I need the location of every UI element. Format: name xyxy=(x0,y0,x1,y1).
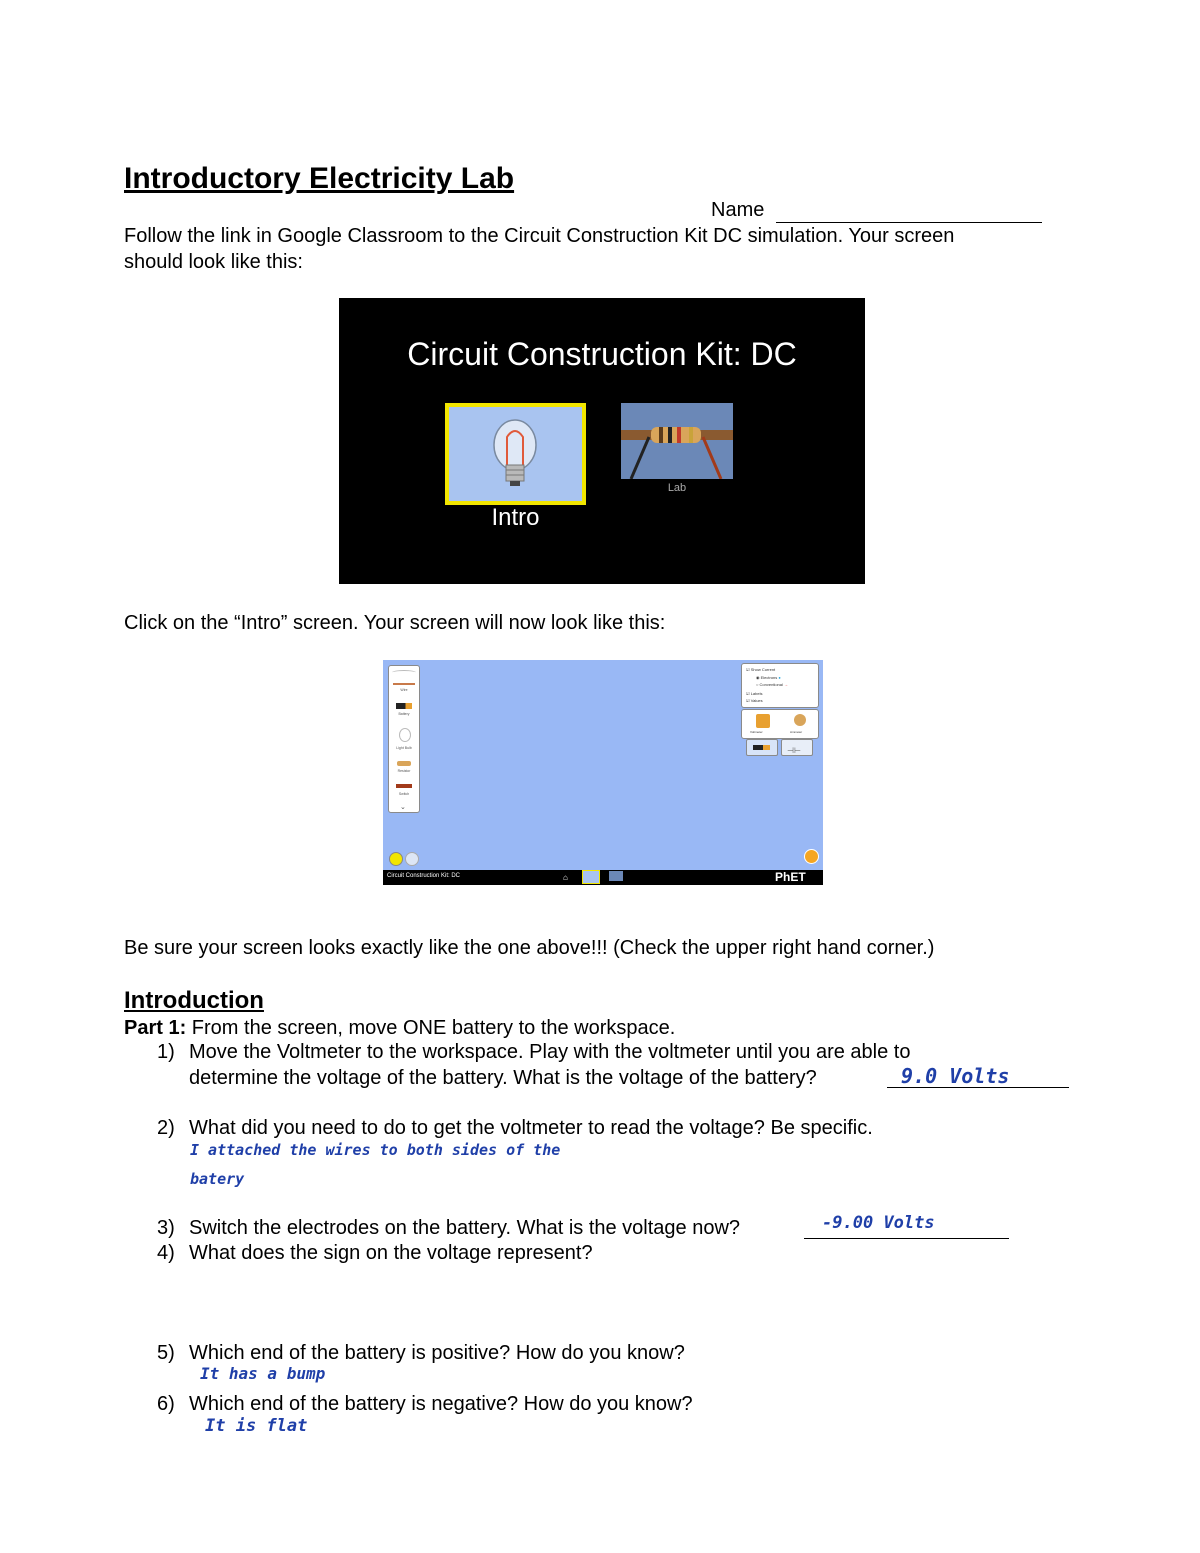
part1-label: Part 1: xyxy=(124,1017,187,1039)
answer-2-line-2: batery xyxy=(190,1170,245,1188)
labels-option: ☑ Labels xyxy=(746,691,763,696)
resistor-small-icon xyxy=(397,761,411,766)
ammeter-icon xyxy=(794,714,806,726)
toolbox-switch-label: Switch xyxy=(398,792,410,796)
nav-title: Circuit Construction Kit: DC xyxy=(387,873,461,879)
question-3-number: 3) xyxy=(157,1217,175,1239)
question-4-number: 4) xyxy=(157,1242,175,1264)
scroll-up-icon xyxy=(392,670,416,675)
question-6-number: 6) xyxy=(157,1393,175,1415)
conventional-option: ○ Conventional → xyxy=(756,682,789,687)
page-title: Introductory Electricity Lab xyxy=(124,162,515,195)
ammeter-label: Ammeter xyxy=(790,730,803,734)
section-heading: Introduction xyxy=(124,987,264,1014)
part1-text: From the screen, move ONE battery to the workspace. xyxy=(186,1017,676,1039)
part1-instruction xyxy=(124,1016,675,1040)
home-icon: ⌂ xyxy=(563,873,568,882)
values-option: ☑ Values xyxy=(746,698,763,703)
question-1-line-1: Move the Voltmeter to the workspace. Play with the voltmeter until you are able to xyxy=(189,1041,911,1063)
question-1-line-2: determine the voltage of the battery. What is the voltage of the battery? xyxy=(189,1067,817,1089)
meters-panel xyxy=(741,709,819,739)
light-bulb-small-icon xyxy=(399,728,411,742)
question-2-text: What did you need to do to get the voltmeter to read the voltage? Be specific. xyxy=(189,1117,873,1139)
lab-label: Lab xyxy=(667,482,687,494)
instructions-line-2: should look like this: xyxy=(124,251,303,273)
intro-screen-figure xyxy=(383,660,823,885)
question-1-number: 1) xyxy=(157,1041,175,1063)
question-5-text: Which end of the battery is positive? How do you know? xyxy=(189,1342,685,1364)
sim-title: Circuit Construction Kit: DC xyxy=(407,336,797,372)
schematic-icon: ⊣⊢ xyxy=(787,746,801,755)
lab-screen-tile xyxy=(621,403,733,479)
answer-3: -9.00 Volts xyxy=(822,1213,935,1233)
intro-screen-tile xyxy=(445,403,586,505)
phet-logo: PhET xyxy=(775,870,806,884)
voltmeter-label: Voltmeter xyxy=(750,730,763,734)
click-instruction: Click on the “Intro” screen. Your screen will now look like this: xyxy=(124,612,666,634)
component-toolbox xyxy=(388,665,420,813)
toolbox-battery-label: Battery xyxy=(398,712,410,716)
switch-icon xyxy=(396,784,412,788)
question-5-number: 5) xyxy=(157,1342,175,1364)
toolbox-wire-label: Wire xyxy=(400,688,408,692)
intro-label: Intro xyxy=(491,504,540,531)
toolbox-light-bulb-label: Light Bulb xyxy=(396,746,412,750)
question-6-text: Which end of the battery is negative? How do you know? xyxy=(189,1393,693,1415)
answer-5: It has a bump xyxy=(200,1364,326,1383)
name-label: Name xyxy=(711,199,765,221)
display-options-panel xyxy=(741,663,819,708)
battery-icon xyxy=(396,703,412,709)
name-field xyxy=(711,198,1042,223)
voltmeter-icon xyxy=(756,714,770,728)
answer-6: It is flat xyxy=(205,1416,308,1436)
question-3-text: Switch the electrodes on the battery. What is the voltage now? xyxy=(189,1217,741,1239)
reset-icon xyxy=(804,849,819,864)
answer-1: 9.0 Volts xyxy=(901,1064,1010,1088)
battery-view-icon xyxy=(753,745,770,750)
light-bulb-icon xyxy=(449,407,582,501)
answer-2-line-1: I attached the wires to both sides of the xyxy=(190,1141,561,1159)
instructions-line-1: Follow the link in Google Classroom to the Circuit Construction Kit DC simulation. Your screen xyxy=(124,225,955,247)
answer-3-blank xyxy=(804,1238,1009,1239)
schematic-view-button xyxy=(781,739,813,756)
lab-nav-icon xyxy=(609,871,623,881)
lifelike-view-button xyxy=(746,739,778,756)
toolbox-resistor-label: Resistor xyxy=(397,769,411,773)
navigation-bar xyxy=(383,870,823,885)
question-4-text: What does the sign on the voltage represent? xyxy=(189,1242,593,1264)
zoom-out-icon xyxy=(405,852,419,866)
electrons-option: ◉ Electrons ● xyxy=(756,675,781,680)
zoom-in-icon xyxy=(389,852,403,866)
name-blank xyxy=(776,198,1042,223)
show-current-option: ☑ Show Current xyxy=(746,667,776,672)
resistor-icon xyxy=(621,403,733,479)
question-2-number: 2) xyxy=(157,1117,175,1139)
wire-icon xyxy=(393,683,415,685)
scroll-down-icon: ⌄ xyxy=(400,804,406,811)
intro-nav-icon xyxy=(582,870,600,884)
home-screen-figure xyxy=(339,298,865,584)
check-screen-note: Be sure your screen looks exactly like the one above!!! (Check the upper right hand corner.) xyxy=(124,937,935,959)
